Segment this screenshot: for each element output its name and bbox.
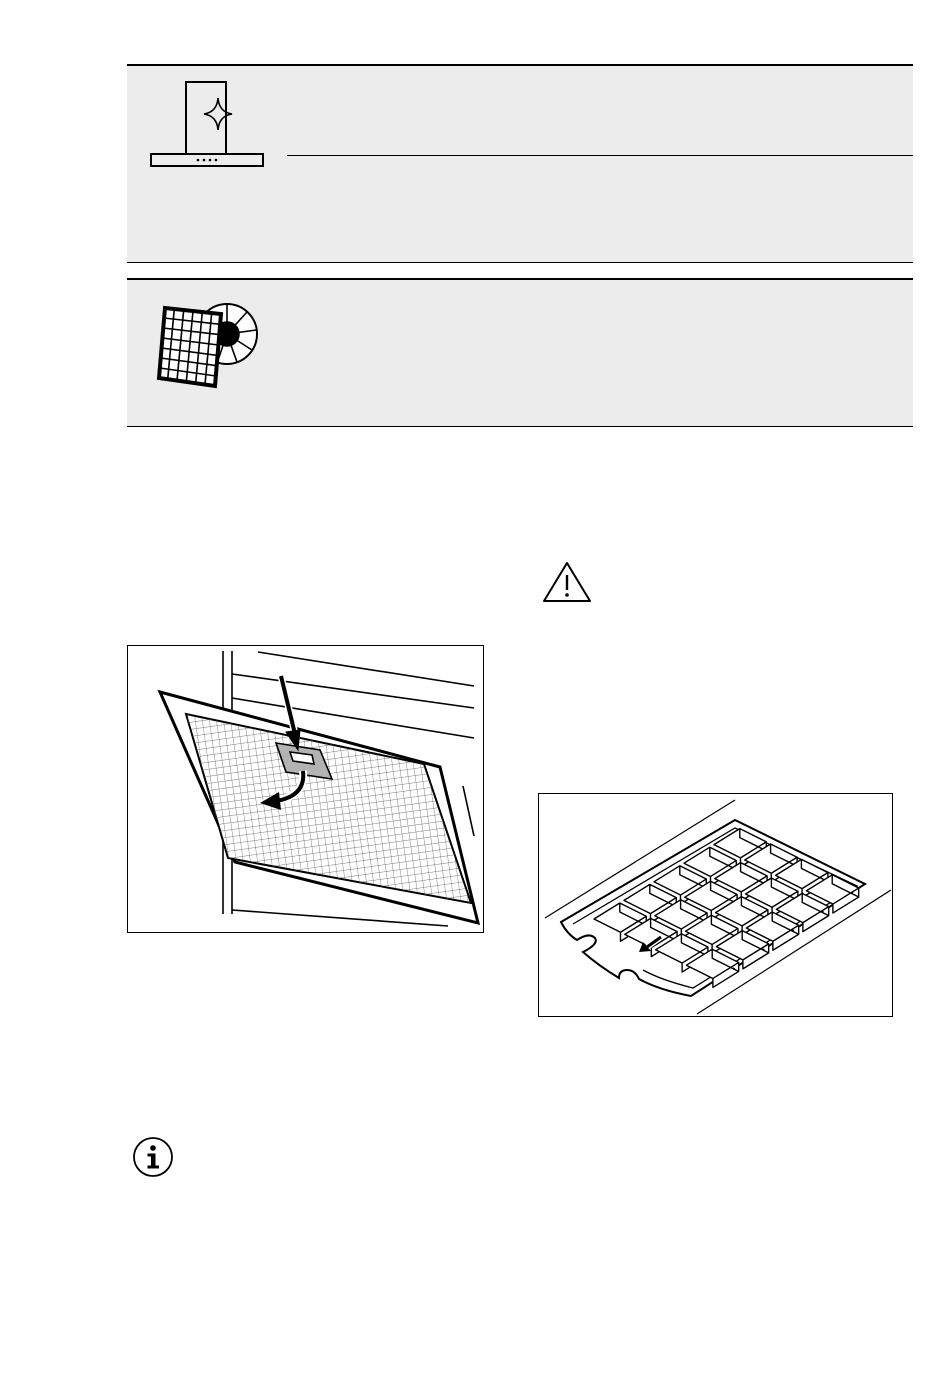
hood-care-band (127, 64, 913, 263)
warning-triangle-icon (541, 560, 593, 604)
grease-filter-drawing (128, 646, 483, 932)
info-circle-icon (130, 1134, 176, 1180)
filter-care-band (127, 278, 913, 427)
carbon-filter-illustration (538, 793, 893, 1017)
grease-filter-fan-icon (155, 290, 261, 390)
hood-sparkle-icon (149, 80, 265, 172)
grease-filter-removal-illustration (127, 645, 484, 933)
band-divider (287, 155, 913, 156)
carbon-filter-drawing (539, 794, 892, 1016)
